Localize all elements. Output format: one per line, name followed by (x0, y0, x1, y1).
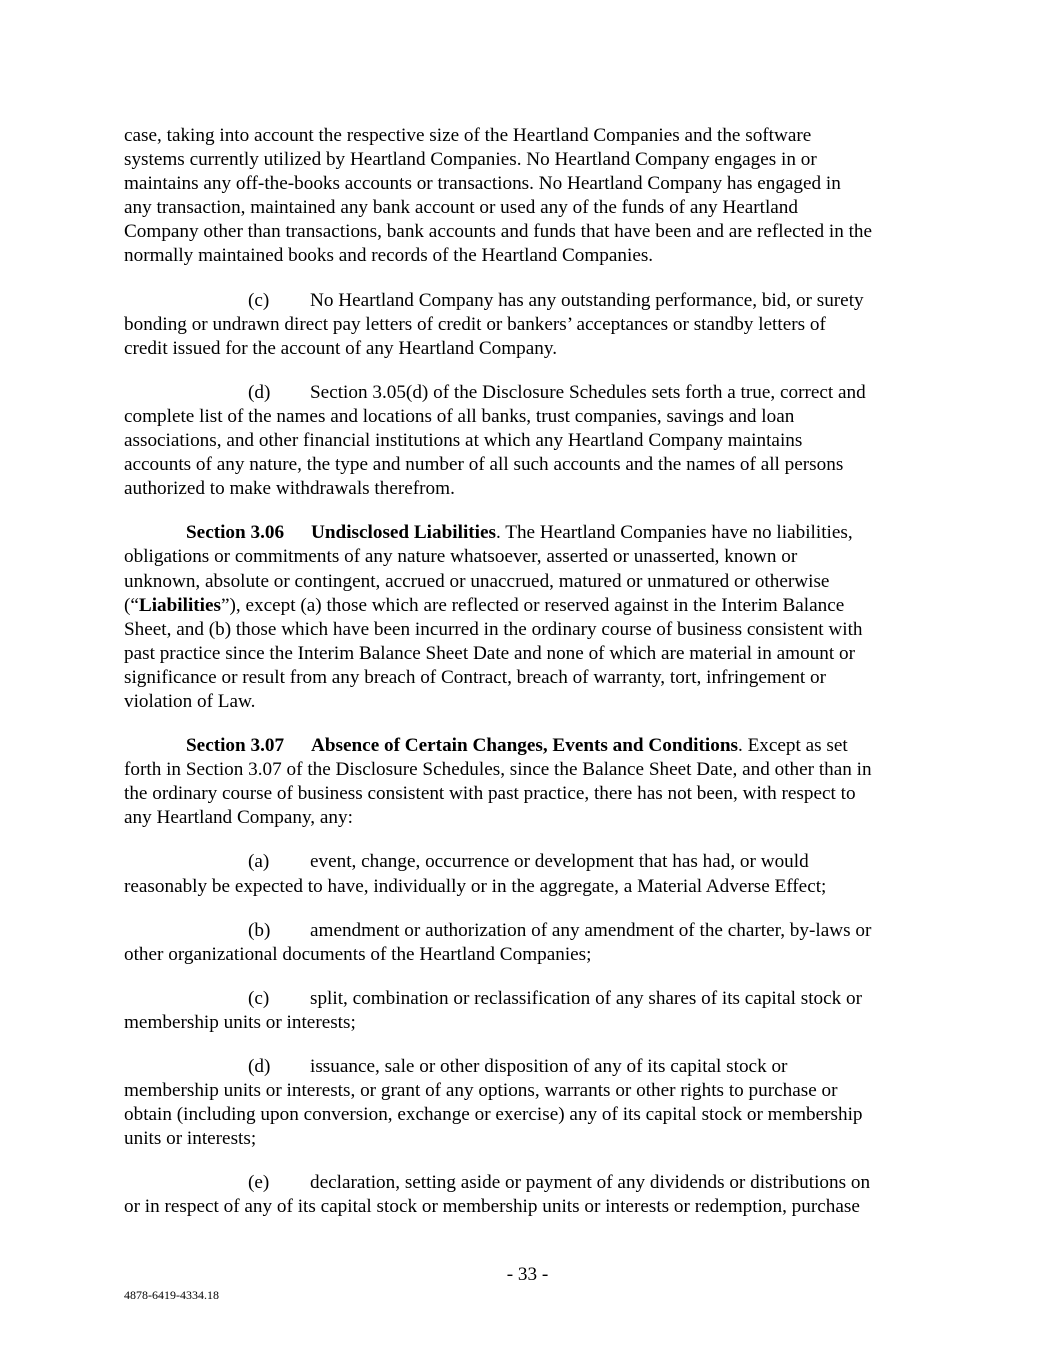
text-line: other organizational documents of the Heartland Companies; (124, 943, 592, 965)
subsection-305c (124, 289, 934, 361)
text-line: the ordinary course of business consistent with past practice, there has not been, with respect to (124, 783, 856, 805)
text-line: Sheet, and (b) those which have been incurred in the ordinary course of business consistent with (124, 618, 863, 640)
section-text: . Except as set (737, 735, 848, 757)
item-label: (c) (248, 987, 270, 1009)
subsection-307b (124, 919, 934, 967)
text-line: reasonably be expected to have, individually or in the aggregate, a Material Adverse Effect; (124, 875, 827, 897)
item-text: event, change, occurrence or development that has had, or would (310, 851, 809, 873)
text-line: credit issued for the account of any Heartland Company. (124, 337, 557, 359)
quote-open: (“ (124, 594, 139, 616)
item-label: (d) (248, 1056, 271, 1077)
item-text: split, combination or reclassification of any shares of its capital stock or (310, 987, 863, 1009)
text-line: any transaction, maintained any bank account or used any of the funds of any Heartland (124, 197, 798, 219)
item-first-line (124, 987, 934, 1011)
item-first-line (124, 1171, 934, 1195)
text-line: significance or result from any breach of Contract, breach of warranty, tort, infringement or (124, 666, 827, 688)
item-text: amendment or authorization of any amendment of the charter, by-laws or (310, 919, 872, 941)
item-first-line (124, 919, 934, 943)
subsection-307e (124, 1171, 934, 1219)
section-306 (124, 521, 934, 714)
text-line: bonding or undrawn direct pay letters of credit or bankers’ acceptances or standby letters of (124, 313, 826, 335)
text-line: unknown, absolute or contingent, accrued or unaccrued, matured or unmatured or otherwise (124, 570, 830, 592)
item-first-line (124, 289, 934, 313)
section-number: Section 3.06 (186, 522, 285, 544)
text-line: systems currently utilized by Heartland Companies. No Heartland Company engages in or (124, 149, 817, 171)
item-text: issuance, sale or other disposition of any of its capital stock or (310, 1056, 788, 1077)
item-text: declaration, setting aside or payment of any dividends or distributions on (310, 1172, 871, 1194)
text-line: obligations or commitments of any nature whatsoever, asserted or unasserted, known or (124, 546, 798, 568)
section-title: Undisclosed Liabilities (311, 522, 496, 544)
text-line: any Heartland Company, any: (124, 807, 353, 829)
item-text: No Heartland Company has any outstanding performance, bid, or surety (310, 289, 864, 311)
document-body (124, 124, 934, 1240)
item-text: Section 3.05(d) of the Disclosure Schedules sets forth a true, correct and (310, 381, 866, 403)
subsection-307a (124, 850, 934, 898)
text-line: forth in Section 3.07 of the Disclosure Schedules, since the Balance Sheet Date, and other than in (124, 759, 872, 781)
defined-term: Liabilities (138, 594, 221, 616)
section-text: . The Heartland Companies have no liabilities, (495, 522, 853, 544)
item-first-line (124, 1055, 934, 1079)
item-first-line (124, 381, 934, 405)
section-heading-line (124, 734, 934, 758)
section-heading-line (124, 521, 934, 545)
item-label: (a) (248, 851, 270, 873)
text-line: membership units or interests, or grant of any options, warrants or other rights to purchase or (124, 1080, 838, 1102)
subsection-305d (124, 381, 934, 501)
page-number: - 33 - (506, 1264, 549, 1285)
item-label: (e) (248, 1172, 270, 1194)
item-first-line (124, 850, 934, 874)
subsection-307c (124, 987, 934, 1035)
item-label: (c) (248, 289, 270, 311)
text-line: accounts of any nature, the type and number of all such accounts and the names of all persons (124, 454, 844, 476)
item-label: (b) (248, 919, 271, 941)
continuation-paragraph (124, 124, 934, 269)
text-line: violation of Law. (124, 690, 256, 712)
document-id: 4878-6419-4334.18 (124, 1288, 219, 1302)
text-line: associations, and other financial institutions at which any Heartland Company maintains (124, 430, 803, 452)
text-line: units or interests; (124, 1128, 257, 1150)
text-fragment: ”), except (a) those which are reflected or reserved against in the Interim Balance (221, 594, 845, 616)
text-line: or in respect of any of its capital stock or membership units or interests or redemption, purchase (124, 1196, 860, 1218)
text-line: Company other than transactions, bank accounts and funds that have been and are reflected in the (124, 221, 873, 243)
section-number: Section 3.07 (186, 735, 285, 757)
section-title: Absence of Certain Changes, Events and Conditions (311, 735, 738, 757)
text-line: membership units or interests; (124, 1011, 356, 1033)
text-line: maintains any off-the-books accounts or transactions. No Heartland Company has engaged in (124, 173, 841, 195)
text-line: complete list of the names and locations of all banks, trust companies, savings and loan (124, 405, 795, 427)
text-line: past practice since the Interim Balance Sheet Date and none of which are material in amount or (124, 642, 855, 664)
subsection-307d (124, 1055, 934, 1151)
text-line: authorized to make withdrawals therefrom. (124, 478, 455, 500)
text-line: normally maintained books and records of the Heartland Companies. (124, 245, 654, 267)
text-line: obtain (including upon conversion, exchange or exercise) any of its capital stock or membership (124, 1104, 863, 1126)
text-line: case, taking into account the respective size of the Heartland Companies and the software (124, 125, 812, 146)
text-line (124, 594, 934, 618)
item-label: (d) (248, 381, 271, 403)
section-307 (124, 734, 934, 830)
